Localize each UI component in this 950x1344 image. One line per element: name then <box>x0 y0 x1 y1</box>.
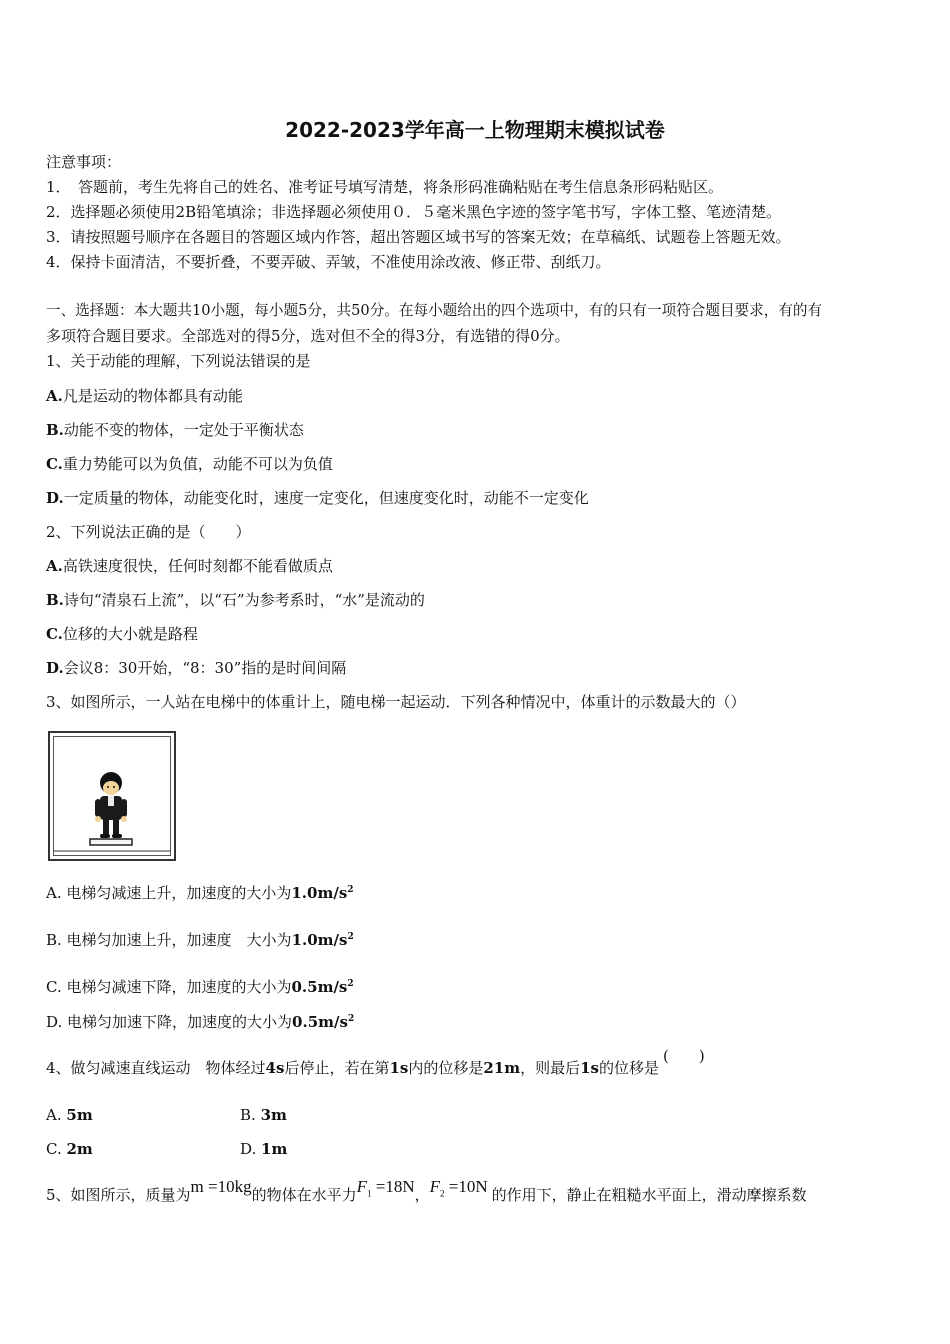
option-text: 凡是运动的物体都具有动能 <box>62 387 243 405</box>
option-value: 1.0m/s <box>291 931 348 949</box>
force-f1-formula <box>356 1177 415 1199</box>
option-value: 5m <box>66 1106 93 1124</box>
option-text: C. 电梯匀减速下降，加速度的大小为 <box>46 978 292 996</box>
stem-text: 的作用下，静止在粗糙水平面上，滑动摩擦系数 <box>491 1186 807 1204</box>
option-letter: B. <box>46 591 64 609</box>
force-f2-formula <box>429 1177 488 1199</box>
question-3-stem: 3、如图所示，一人站在电梯中的体重计上，随电梯一起运动．下列各种情况中，体重计的示数最大的（） <box>46 693 746 711</box>
question-4-option-d <box>240 1139 287 1159</box>
question-1-option-c <box>46 454 333 474</box>
section-instructions: 一、选择题：本大题共10小题，每小题5分，共50分。在每小题给出的四个选项中，有的只有一项符合题目要求，有的有 <box>46 302 823 319</box>
question-4-option-b <box>240 1105 287 1125</box>
option-exponent: 2 <box>347 1014 355 1024</box>
option-text: 动能不变的物体，一定处于平衡状态 <box>63 421 304 439</box>
question-4-option-a <box>46 1105 93 1125</box>
option-letter: A. <box>46 557 63 575</box>
question-2-option-d <box>46 658 346 678</box>
force-subscript: 2 <box>440 1188 445 1199</box>
option-letter: C. <box>46 455 63 473</box>
answer-parentheses: ( ) <box>663 1047 705 1065</box>
option-exponent: 2 <box>347 885 354 895</box>
question-1-option-a <box>46 386 243 406</box>
stem-text: 后停止，若在第 <box>284 1059 390 1077</box>
option-value: 0.5m/s <box>292 1013 348 1031</box>
option-exponent: 2 <box>347 979 354 989</box>
option-letter: D. <box>46 659 64 677</box>
option-letter: C. <box>46 1140 62 1158</box>
section-instructions: 多项符合题目要求。全部选对的得5分，选对但不全的得3分，有选错的得0分。 <box>46 327 570 345</box>
notice-item: 4．保持卡面清洁，不要折叠，不要弄破、弄皱，不准使用涂改液、修正带、刮纸刀。 <box>46 253 611 271</box>
option-text: A. 电梯匀减速上升，加速度的大小为 <box>46 884 292 902</box>
option-letter: C. <box>46 625 63 643</box>
option-text: 会议8：30开始，“8：30”指的是时间间隔 <box>63 659 347 677</box>
force-symbol: F <box>356 1177 368 1196</box>
option-value: 0.5m/s <box>291 978 348 996</box>
stem-text: 的位移是 <box>599 1059 660 1077</box>
question-4-stem <box>46 1047 705 1078</box>
notice-heading: 注意事项： <box>46 153 122 171</box>
question-3-option-c <box>46 977 354 997</box>
question-3-option-d <box>46 1012 354 1032</box>
option-text: 一定质量的物体，动能变化时，速度一定变化，但速度变化时，动能不一定变化 <box>63 489 589 507</box>
option-letter: D. <box>240 1140 257 1158</box>
elevator-figure <box>48 731 176 861</box>
option-text: B. 电梯匀加速上升，加速度 大小为 <box>46 931 292 949</box>
time-value: 1s <box>389 1059 409 1077</box>
question-1-option-b <box>46 420 304 440</box>
option-text: D. 电梯匀加速下降，加速度的大小为 <box>46 1013 293 1031</box>
stem-text: 5、如图所示，质量为 <box>46 1186 191 1204</box>
option-text: 重力势能可以为负值，动能不可以为负值 <box>62 455 333 473</box>
page-title: 2022-2023学年高一上物理期末模拟试卷 <box>285 118 665 142</box>
force-value: =10N <box>444 1177 488 1196</box>
mass-formula: m =10kg <box>190 1177 252 1196</box>
option-letter: A. <box>46 1106 62 1124</box>
displacement-value: 21m <box>483 1059 521 1077</box>
stem-text: 的物体在水平力 <box>251 1186 357 1204</box>
notice-item: 1． 答题前，考生先将自己的姓名、准考证号填写清楚，将条形码准确粘贴在考生信息条形码粘贴区。 <box>46 178 724 196</box>
force-symbol: F <box>429 1177 441 1196</box>
option-letter: A. <box>46 387 63 405</box>
notice-item: 2．选择题必须使用2B铅笔填涂；非选择题必须使用０．５毫米黑色字迹的签字笔书写，字体工整、笔迹清楚。 <box>46 203 782 221</box>
question-2-stem: 2、下列说法正确的是（ ） <box>46 523 251 541</box>
notice-item: 3．请按照题号顺序在各题目的答题区域内作答，超出答题区域书写的答案无效；在草稿纸、试题卷上答题无效。 <box>46 228 791 246</box>
question-3-option-a <box>46 883 354 903</box>
option-exponent: 2 <box>347 932 354 942</box>
stem-text: 4、做匀减速直线运动 物体经过 <box>46 1059 266 1077</box>
option-text: 诗句“清泉石上流”，以“石”为参考系时，“水”是流动的 <box>63 591 425 609</box>
time-value: 4s <box>265 1059 285 1077</box>
time-value: 1s <box>580 1059 600 1077</box>
option-value: 2m <box>66 1140 93 1158</box>
question-2-option-c <box>46 624 198 644</box>
stem-text: 内的位移是 <box>408 1059 484 1077</box>
option-text: 高铁速度很快，任何时刻都不能看做质点 <box>62 557 333 575</box>
option-letter: B. <box>240 1106 256 1124</box>
option-text: 位移的大小就是路程 <box>62 625 198 643</box>
option-value: 1.0m/s <box>291 884 348 902</box>
force-value: =18N <box>371 1177 415 1196</box>
question-3-option-b <box>46 930 354 950</box>
force-subscript: 1 <box>367 1188 372 1199</box>
question-2-option-b <box>46 590 425 610</box>
separator: ， <box>414 1186 430 1204</box>
question-5-stem <box>46 1177 807 1205</box>
option-value: 1m <box>261 1140 288 1158</box>
person-on-scale-illustration <box>50 733 174 859</box>
question-1-option-d <box>46 488 589 508</box>
question-4-option-c <box>46 1139 93 1159</box>
question-2-option-a <box>46 556 333 576</box>
option-value: 3m <box>260 1106 287 1124</box>
question-1-stem: 1、关于动能的理解，下列说法错误的是 <box>46 352 311 370</box>
option-letter: D. <box>46 489 64 507</box>
option-letter: B. <box>46 421 64 439</box>
stem-text: ，则最后 <box>520 1059 581 1077</box>
